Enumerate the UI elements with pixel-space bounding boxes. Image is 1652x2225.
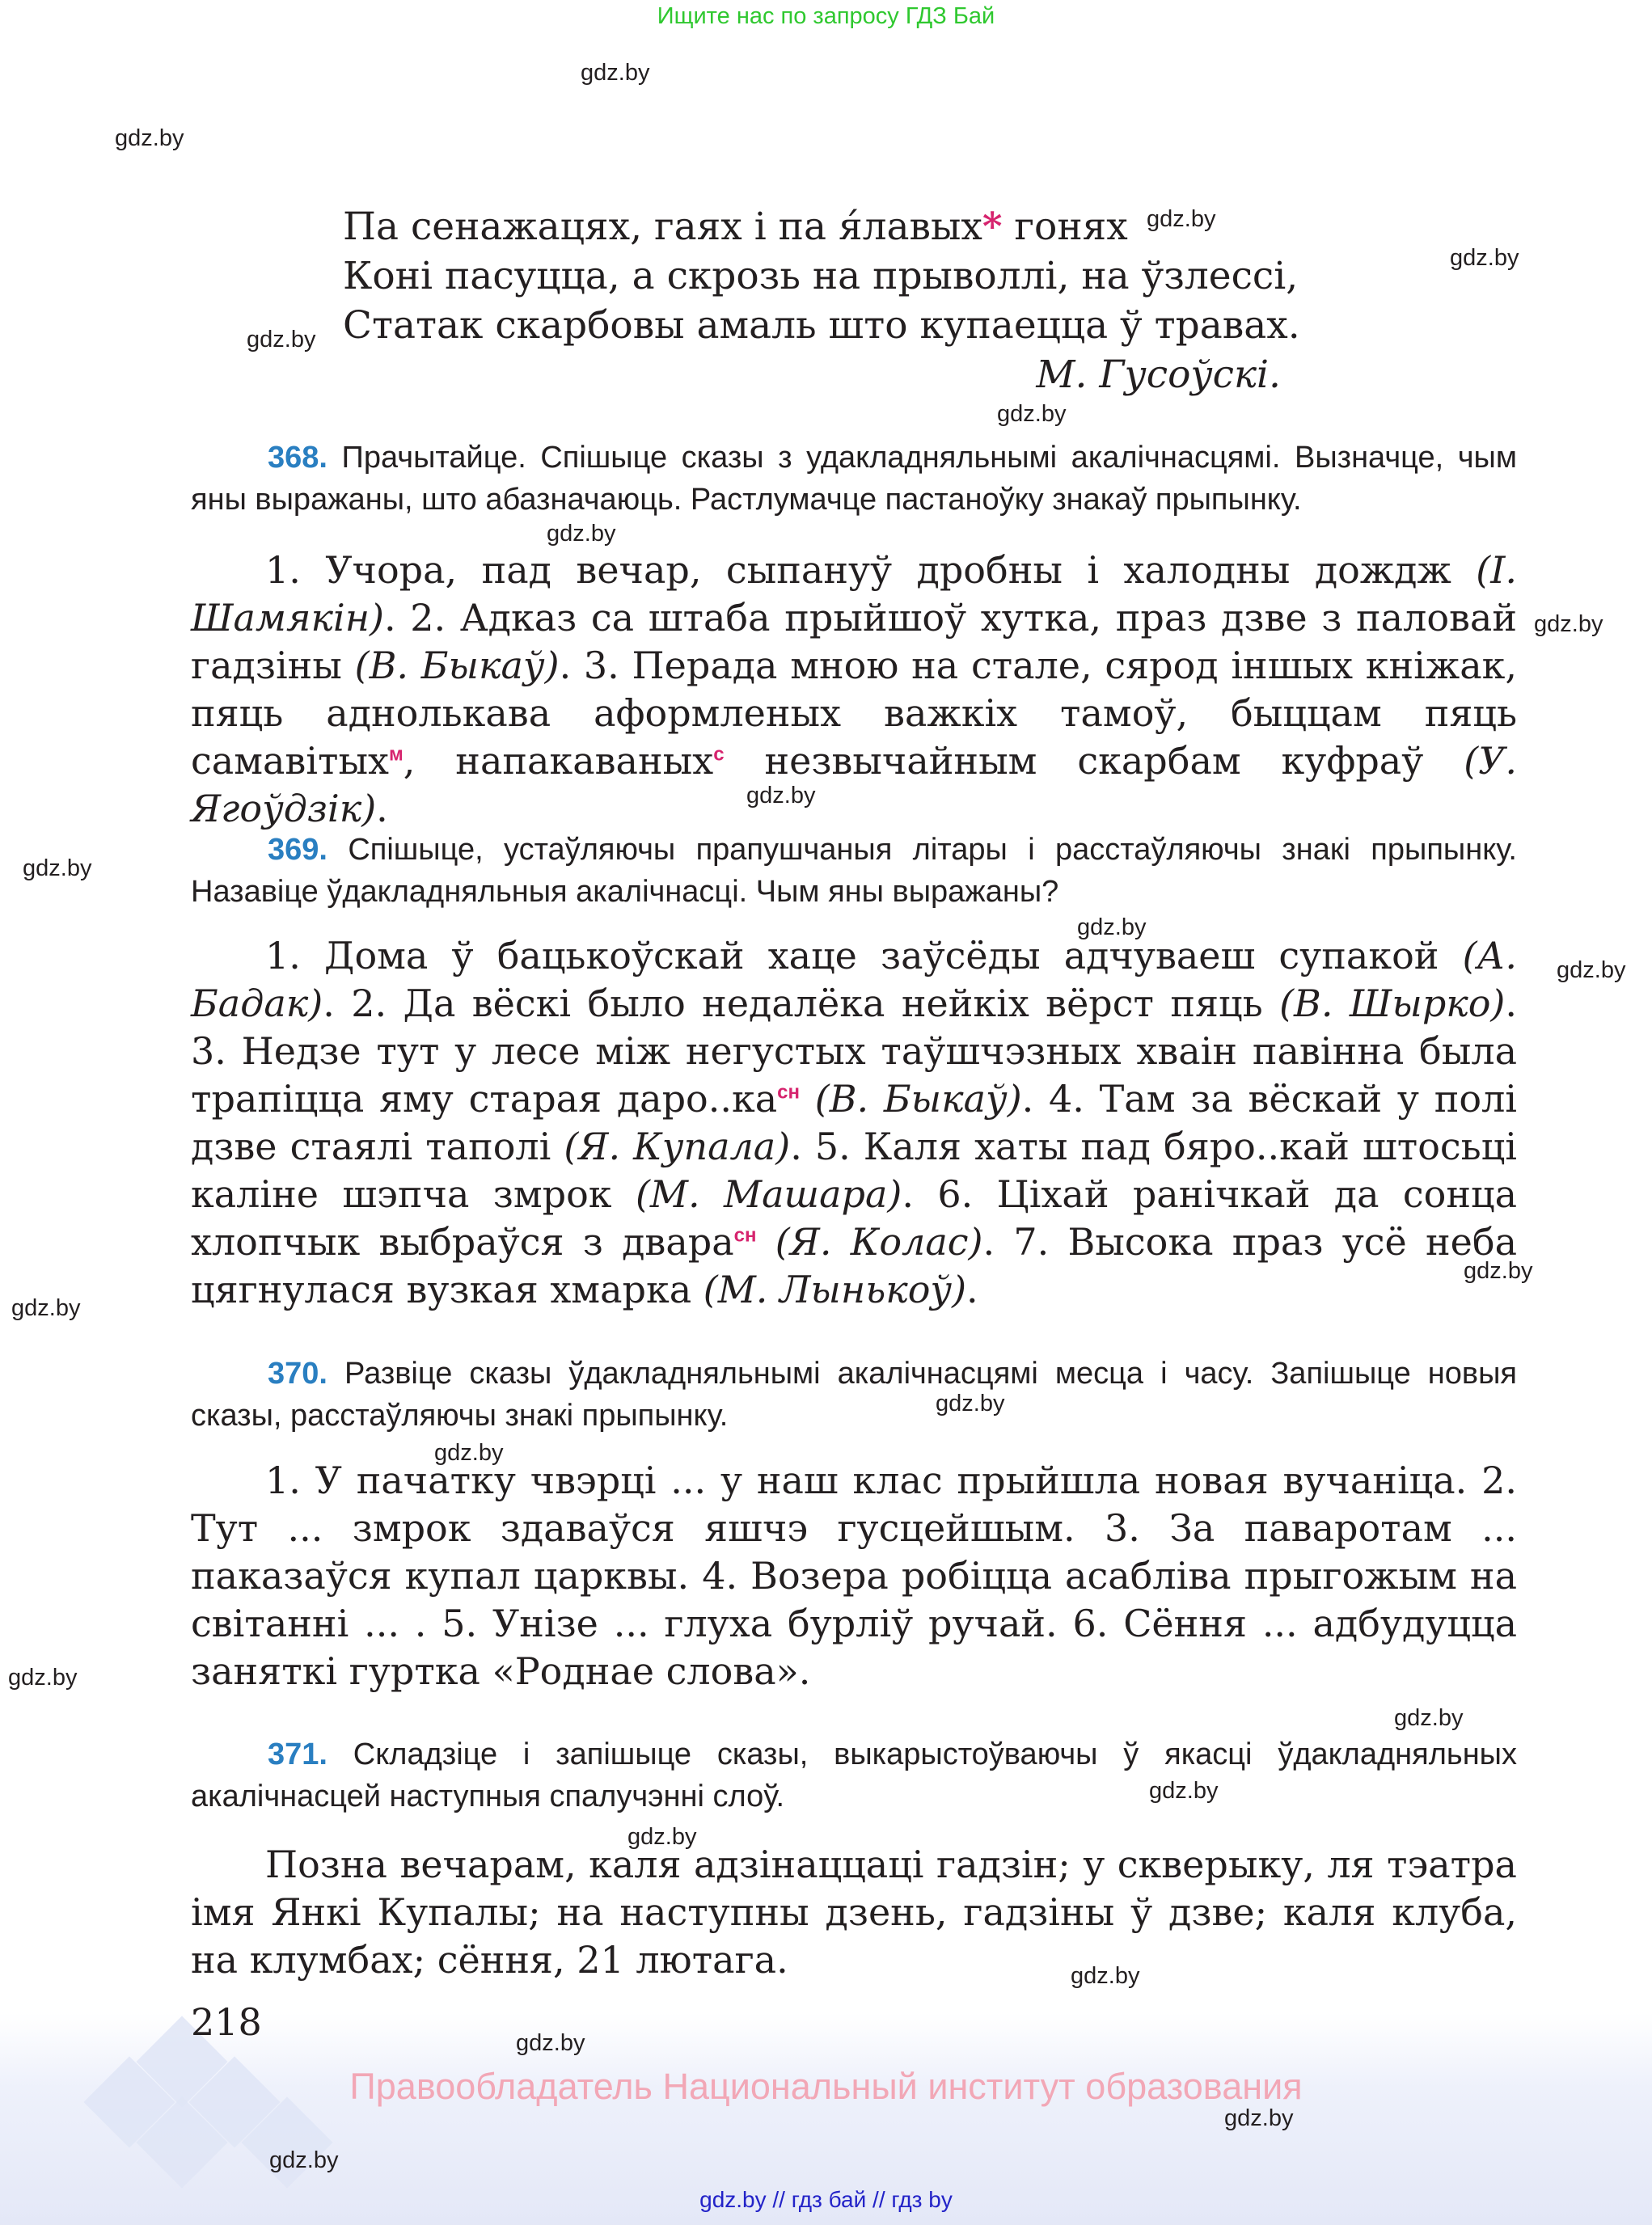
task-371-instruction bbox=[191, 1733, 1517, 1818]
sentence-text: Позна вечарам, каля адзінаццаці гадзін; у скверыку, ля тэатра імя Янкі Купалы; на наступны дзень, гадзіны ў дзве; каля клуба, на клумбах; сёння, 21 лютага. bbox=[191, 1843, 1517, 1982]
sentence-text: . 4. Там за вёскай у полі дзве стаялі таполі bbox=[191, 1077, 1518, 1168]
sentence-text: . 3. Перада мною на стале, сярод іншых кніжак, пяць аднолькава аформленых важкіх тамоў, быццам пяць самавітых bbox=[191, 644, 1517, 783]
poem-text: Па сенажацях, гаях і па я́лавых bbox=[343, 205, 982, 249]
watermark: gdz.by bbox=[1224, 2105, 1294, 2131]
citation: (Я. Купала) bbox=[564, 1125, 791, 1168]
sentence-text: , напакаваных bbox=[403, 739, 714, 783]
citation: (В. Быкаў) bbox=[814, 1077, 1022, 1121]
task-370-text bbox=[191, 1457, 1517, 1695]
sentence-text: незвычайным скарбам куфраў bbox=[724, 739, 1464, 783]
watermark: gdz.by bbox=[516, 2030, 585, 2056]
citation: (М. Машара) bbox=[635, 1172, 902, 1216]
sentence-text bbox=[756, 1220, 775, 1264]
watermark: gdz.by bbox=[115, 125, 184, 151]
footnote-star: * bbox=[982, 205, 1003, 249]
task-368-instruction bbox=[191, 437, 1517, 521]
task-number: 371. bbox=[268, 1737, 327, 1771]
task-371-text bbox=[191, 1841, 1517, 1984]
task-368-text bbox=[191, 547, 1517, 833]
instruction-text: Прачытайце. Спішыце сказы з удакладняльнымі акалічнасцямі. Вызначце, чым яны выражаны, што абазначаюць. Растлумачце пастаноўку знакаў прыпынку. bbox=[191, 441, 1517, 517]
task-number: 370. bbox=[268, 1357, 327, 1391]
instruction-text: Складзіце і запішыце сказы, выкарыстоўваючы ў якасці ўдакладняльных акалічнасцей наступныя спалучэнні слоў. bbox=[191, 1737, 1517, 1813]
grammar-mark: сн bbox=[733, 1224, 757, 1247]
sentence-text: 1. У пачатку чвэрці ... у наш клас прыйшла новая вучаніца. 2. Тут ... змрок здаваўся яшчэ гусцейшым. 3. За паваротам ... паказаўся купал царквы. 4. Возера робіцца асабліва прыгожым на світанні ... . 5. Унізе ... глуха бурліў ручай. 6. Сёння ... адбудуцца заняткі гуртка «Роднае слова». bbox=[191, 1459, 1517, 1693]
bottom-links[interactable]: gdz.by // гдз бай // гдз by bbox=[699, 2187, 953, 2212]
poem-text: гонях bbox=[1002, 205, 1128, 249]
watermark: gdz.by bbox=[1534, 611, 1603, 637]
watermark: gdz.by bbox=[1394, 1705, 1464, 1731]
task-370-instruction bbox=[191, 1353, 1517, 1437]
top-banner[interactable]: Ищите нас по запросу ГДЗ Бай bbox=[657, 3, 995, 29]
citation: (Я. Колас) bbox=[775, 1220, 983, 1264]
sentence-text: . 2. Да вёскі было недалёка нейкіх вёрст пяць bbox=[323, 982, 1280, 1025]
copyright-notice: Правообладатель Национальный институт образования bbox=[349, 2066, 1303, 2107]
watermark: gdz.by bbox=[269, 2147, 339, 2173]
citation: (В. Быкаў) bbox=[354, 644, 560, 687]
grammar-mark: с bbox=[713, 743, 725, 766]
watermark: gdz.by bbox=[1464, 1258, 1533, 1284]
poem bbox=[343, 202, 1300, 399]
citation: (І. Шамякін) bbox=[191, 548, 1517, 640]
watermark: gdz.by bbox=[1071, 1963, 1140, 1989]
sentence-text: . 3. Недзе тут у лесе між негустых таўшчэзных хваін павінна была трапіцца яму старая даро..ка bbox=[191, 982, 1517, 1121]
sentence-text: 1. Дома ў бацькоўскай хаце заўсёды адчуваеш супакой bbox=[265, 934, 1463, 977]
citation: (В. Шырко) bbox=[1279, 982, 1506, 1025]
task-369-text bbox=[191, 932, 1517, 1314]
citation: (А. Бадак) bbox=[191, 934, 1517, 1025]
watermark: gdz.by bbox=[247, 327, 316, 353]
watermark: gdz.by bbox=[936, 1391, 1005, 1416]
task-number: 369. bbox=[268, 833, 327, 867]
watermark: gdz.by bbox=[23, 855, 92, 881]
watermark: gdz.by bbox=[11, 1295, 81, 1321]
sentence-text bbox=[800, 1077, 815, 1121]
watermark: gdz.by bbox=[581, 60, 650, 86]
sentence-text: . 7. Высока праз усё неба цягнулася вузкая хмарка bbox=[191, 1220, 1518, 1311]
grammar-mark: сн bbox=[777, 1081, 801, 1104]
task-number: 368. bbox=[268, 441, 327, 475]
watermark: gdz.by bbox=[997, 401, 1067, 427]
sentence-text: . bbox=[966, 1268, 978, 1311]
watermark: gdz.by bbox=[627, 1824, 697, 1850]
watermark: gdz.by bbox=[746, 783, 816, 809]
watermark: gdz.by bbox=[547, 521, 616, 547]
sentence-text: 1. Учора, пад вечар, сыпануў дробны і халодны дождж bbox=[265, 548, 1477, 592]
watermark: gdz.by bbox=[1077, 914, 1147, 940]
sentence-text: . bbox=[376, 787, 388, 830]
sentence-text: . 2. Адказ са штаба прыйшоў хутка, праз дзве з паловай гадзіны bbox=[191, 596, 1517, 687]
poem-line bbox=[343, 202, 1289, 251]
sentence-text: . 5. Каля хаты пад бяро..кай штосьці каліне шэпча змрок bbox=[191, 1125, 1517, 1216]
watermark: gdz.by bbox=[1450, 245, 1519, 271]
task-369-instruction bbox=[191, 829, 1517, 913]
page-number: 218 bbox=[191, 2000, 262, 2044]
watermark: gdz.by bbox=[1557, 957, 1626, 983]
watermark: gdz.by bbox=[434, 1440, 504, 1466]
instruction-text: Развіце сказы ўдакладняльнымі акалічнасцямі месца і часу. Запішыце новыя сказы, расстаўляючы знакі прыпынку. bbox=[191, 1357, 1517, 1433]
watermark: gdz.by bbox=[8, 1665, 78, 1691]
instruction-text: Спішыце, устаўляючы прапушчаныя літары і расстаўляючы знакі прыпынку. Назавіце ўдакладняльныя акалічнасці. Чым яны выражаны? bbox=[191, 833, 1517, 909]
watermark: gdz.by bbox=[1149, 1778, 1219, 1804]
sentence-text: . 6. Ціхай ранічкай да сонца хлопчык выбраўся з двара bbox=[191, 1172, 1517, 1264]
watermark: gdz.by bbox=[1147, 206, 1216, 232]
citation: (М. Лынькоў) bbox=[703, 1268, 967, 1311]
poem-author: М. Гусоўскі. bbox=[1036, 353, 1281, 397]
citation: (У. Ягоўдзік) bbox=[191, 739, 1518, 830]
poem-line: Коні пасуцца, а скрозь на прыволлі, на ўзлессі, bbox=[343, 254, 1299, 298]
poem-line: Статак скарбовы амаль што купаецца ў травах. bbox=[343, 303, 1300, 348]
grammar-mark: м bbox=[389, 743, 403, 766]
